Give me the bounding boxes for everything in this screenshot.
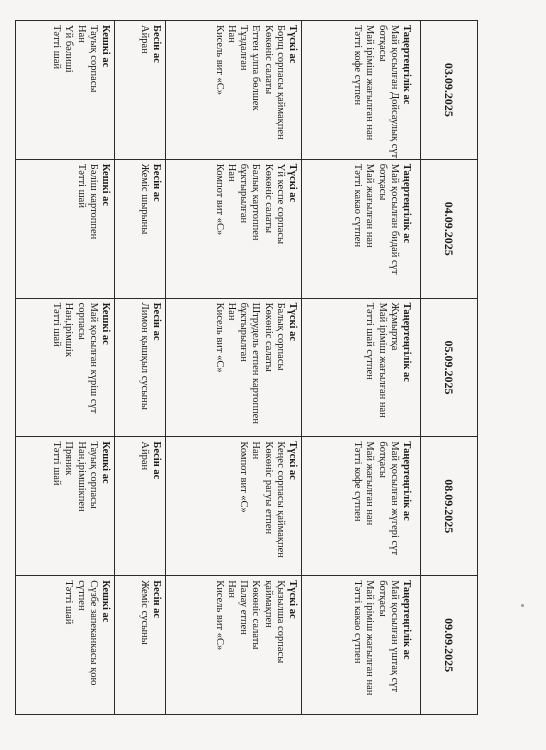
- menu-item: Май іріміш жағылған нан: [364, 25, 376, 141]
- menu-item: Жеміс сусыны: [138, 580, 150, 645]
- menu-item: Еттен ұлпа бөлшек: [250, 25, 262, 111]
- menu-item: Тәтті кофе сүтпен: [352, 25, 364, 106]
- meal-title: Таңертеңгілік ас: [401, 163, 412, 244]
- menu-item: сорпасы: [75, 302, 87, 340]
- menu-cell: [166, 436, 301, 575]
- meal-title: Таңертеңгілік ас: [401, 580, 412, 660]
- menu-cell: [302, 575, 420, 714]
- menu-item: Тұздалған: [238, 25, 250, 71]
- menu-item: ботқасы: [376, 25, 388, 62]
- meal-title: Кешкі ас: [100, 302, 111, 345]
- menu-item: Штрудель етпен картоппен: [250, 302, 262, 424]
- menu-item: Май іріміш жағылған нан: [376, 302, 388, 418]
- menu-item: Айран: [138, 25, 150, 54]
- menu-item: Кисель вит «С»: [213, 25, 225, 96]
- menu-item: Борщ сорпасы қаймақпен: [274, 25, 286, 140]
- menu-item: Май іріміш жағылған нан: [364, 580, 376, 696]
- meal-title: Түскі ас: [287, 163, 298, 203]
- menu-cell: [166, 298, 301, 437]
- menu-item: Тәтті кофе сүтпен: [352, 441, 364, 522]
- menu-item: сүтпен: [75, 580, 87, 611]
- menu-item: Нан: [225, 25, 237, 43]
- meal-title: Кешкі ас: [100, 580, 111, 623]
- meal-title: Таңертеңгілік ас: [401, 302, 412, 382]
- meal-title: Бесін ас: [151, 163, 162, 202]
- menu-item: Нан,ірімшік: [63, 302, 75, 357]
- menu-item: бұктырылған: [238, 163, 250, 224]
- menu-item: Тәтті шай: [63, 580, 75, 625]
- menu-item: Айран: [138, 441, 150, 471]
- meal-title: Таңертеңгілік ас: [401, 25, 412, 105]
- menu-cell: [16, 159, 114, 298]
- menu-cell: [115, 159, 165, 298]
- date-header-cell: 04.09.2025: [421, 159, 477, 298]
- menu-item: Компот вит «С»: [238, 441, 250, 513]
- menu-item: Тауық сорпасы: [87, 441, 99, 509]
- menu-item: Тәтті шай: [51, 25, 63, 70]
- dinner-row: [16, 21, 114, 714]
- menu-item: Нан,ірімшікпен: [75, 441, 87, 512]
- menu-cell: [115, 575, 165, 714]
- menu-cell: [302, 298, 420, 437]
- meal-title: Түскі ас: [287, 580, 298, 619]
- lunch-row: [165, 21, 301, 714]
- menu-item: ботқасы: [376, 441, 388, 478]
- meal-title: Түскі ас: [287, 25, 298, 64]
- breakfast-row: [301, 21, 420, 714]
- meal-title: Бесін ас: [151, 25, 162, 63]
- menu-item: Жеміс шырыны: [138, 163, 150, 235]
- menu-item: Май қосылған күріш сүт: [87, 302, 99, 414]
- date-header-cell: 03.09.2025: [442, 62, 457, 117]
- menu-item: Тәтті шай: [51, 441, 63, 486]
- menu-item: ботқасы: [376, 163, 388, 201]
- menu-item: Май қосылған Дойсаулық сүт: [388, 25, 400, 159]
- menu-item: ботқасы: [376, 580, 388, 617]
- date-header-cell: 08.09.2025: [421, 436, 477, 575]
- menu-cell: [302, 159, 420, 298]
- menu-item: қаймақпен: [262, 580, 274, 628]
- menu-item: Тәтті шай: [75, 163, 87, 208]
- menu-item: Тәтті шай: [51, 302, 63, 347]
- menu-cell: [166, 159, 301, 298]
- menu-item: Үй бәлиші: [63, 25, 75, 73]
- menu-item: Көкөніс салаты: [262, 302, 274, 372]
- menu-cell: [115, 298, 165, 437]
- menu-item: Май жағылған нан: [364, 441, 376, 526]
- menu-item: Май қосылған үштақ сүт: [388, 580, 400, 693]
- menu-cell: [16, 298, 114, 437]
- menu-cell: [115, 436, 165, 575]
- menu-item: Пряник: [63, 441, 75, 476]
- menu-item: Үй кеспе сорпасы: [274, 163, 286, 245]
- menu-item: Бәліш картоппен: [87, 163, 99, 240]
- menu-cell: [16, 575, 114, 714]
- menu-item: Май қосылған жүгері сүт: [388, 441, 400, 556]
- menu-item: Май жағылған нан: [364, 163, 376, 248]
- menu-item: Палау етпен: [238, 580, 250, 635]
- menu-item: Көкөніс рагуы етпен: [262, 441, 274, 535]
- menu-item: Нан: [250, 441, 262, 460]
- menu-cell: [302, 21, 420, 159]
- menu-item: Компот вит «С»: [213, 163, 225, 236]
- date-header-cell: 09.09.2025: [421, 575, 477, 714]
- menu-item: Кеңес сорпасы қаймақпен: [274, 441, 286, 558]
- menu-item: Жұмыртқа: [388, 302, 400, 351]
- menu-item: Көкөніс салаты: [262, 163, 274, 234]
- meal-title: Кешкі ас: [100, 163, 111, 207]
- meal-title: Түскі ас: [287, 302, 298, 342]
- meal-title: Бесін ас: [151, 441, 162, 480]
- menu-item: Нан: [225, 580, 237, 599]
- scan-speck: [521, 604, 524, 607]
- menu-item: Қызылша сорпасы: [274, 580, 286, 664]
- meal-title: Бесін ас: [151, 302, 162, 341]
- snack-row: [114, 21, 165, 714]
- meal-title: Таңертеңгілік ас: [401, 441, 412, 521]
- menu-item: Нан: [75, 25, 87, 43]
- menu-item: Кисель вит «С»: [213, 580, 225, 651]
- menu-cell: [166, 575, 301, 714]
- menu-item: Көкөніс салаты: [250, 580, 262, 650]
- menu-item: Тәтті шай сүтпен: [364, 302, 376, 380]
- date-header-row: [420, 21, 477, 714]
- menu-cell: [16, 436, 114, 575]
- meal-title: Бесін ас: [151, 580, 162, 619]
- menu-cell: [16, 21, 114, 159]
- menu-item: Май қосылған бидай сүт: [388, 163, 400, 275]
- weekly-menu-table: [15, 20, 478, 715]
- menu-item: Балық картоппен: [250, 163, 262, 241]
- menu-item: Нан: [225, 302, 237, 321]
- menu-cell: [166, 21, 301, 159]
- menu-item: Сүзбе запеканкасы қою: [87, 580, 99, 686]
- menu-item: Нан: [225, 163, 237, 182]
- menu-item: Кисель вит «С»: [213, 302, 225, 373]
- menu-item: Тауық сорпасы: [87, 25, 99, 93]
- meal-title: Кешкі ас: [100, 25, 111, 68]
- menu-item: бұктырылған: [238, 302, 250, 362]
- menu-cell: [302, 436, 420, 575]
- menu-item: Тәтті какао сүтпен: [352, 580, 364, 664]
- date-header-cell: 05.09.2025: [421, 298, 477, 437]
- menu-cell: [115, 21, 165, 159]
- menu-item: Көкөніс салаты: [262, 25, 274, 95]
- menu-item: Лимон қышқыл сусыны: [138, 302, 150, 410]
- menu-item: Балық сорпасы: [274, 302, 286, 371]
- menu-item: Тәтті какао сүтпен: [352, 163, 364, 248]
- rotated-menu-table-wrapper: [15, 20, 478, 715]
- meal-title: Түскі ас: [287, 441, 298, 480]
- meal-title: Кешкі ас: [100, 441, 111, 484]
